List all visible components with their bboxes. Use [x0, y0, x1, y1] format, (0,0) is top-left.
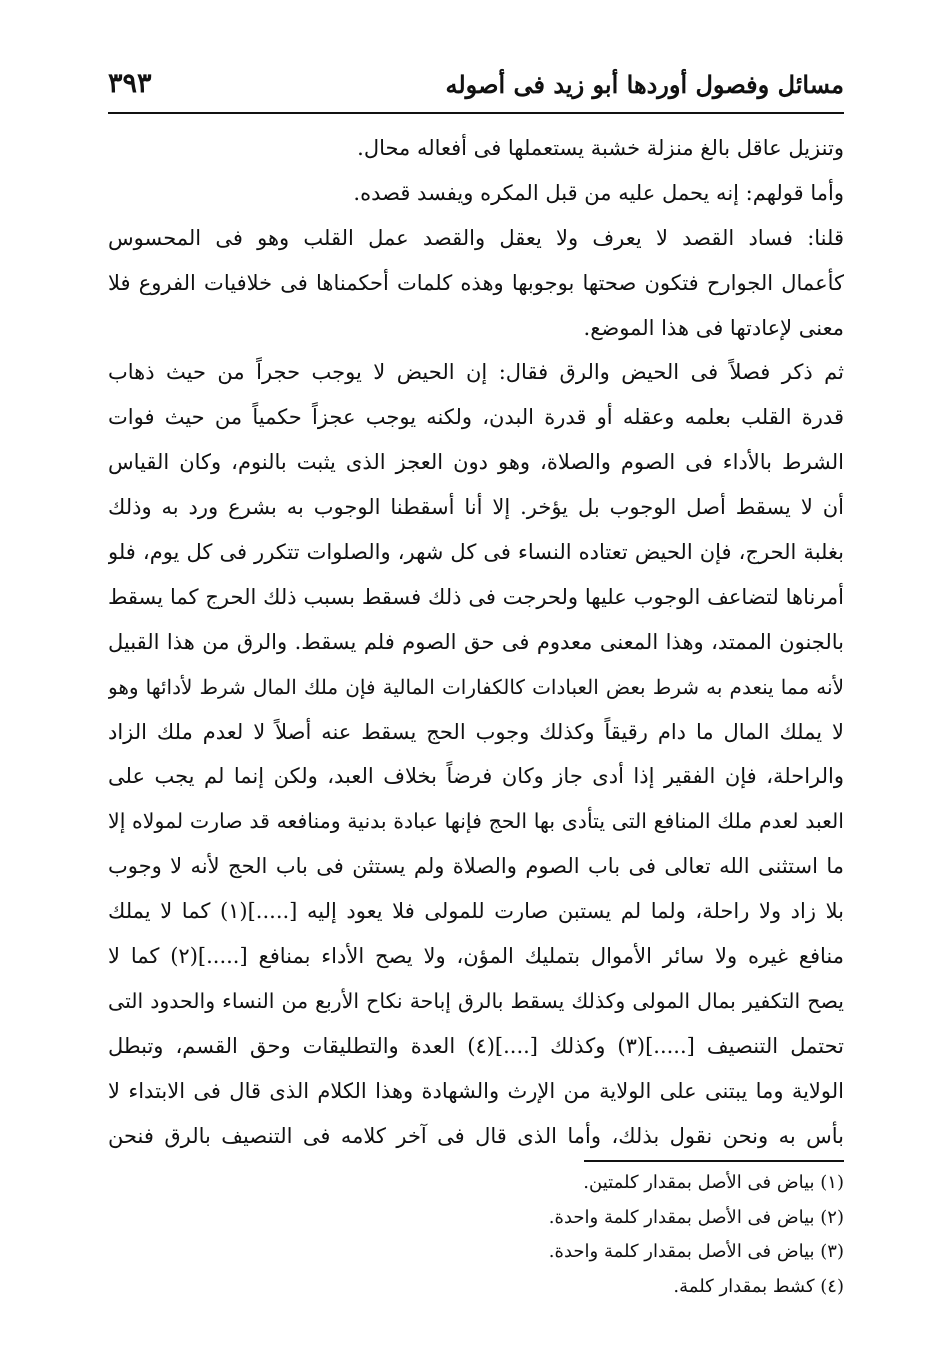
text-line: وأما قولهم: إنه يحمل عليه من قبل المكره ويفسد قصده. [353, 180, 844, 205]
footnote: (١) بياض فى الأصل بمقدار كلمتين. [583, 1172, 844, 1193]
text-line: بأس به ونحن نقول بذلك، وأما الذى قال فى آخر كلامه فى التنصيف بالرق فنحن [108, 1123, 844, 1148]
text-line: أن لا يسقط أصل الوجوب بل يؤخر. إلا أنا أسقطنا الوجوب به بشرع ورد به وذلك [108, 495, 844, 520]
text-line: بلا زاد ولا راحلة، ولما لم يستبن صارت للمولى فلا يعود إليه [.....](١) كما لا يملك [108, 899, 844, 924]
footnote-rule [584, 1160, 844, 1162]
text-line: الولاية وما يبتنى على الولاية من الإرث والشهادة وهذا الكلام الذى قال فى الابتداء لا [108, 1078, 844, 1103]
page-header [108, 62, 844, 112]
text-line: قلنا: فساد القصد لا يعرف ولا يعقل والقصد عمل القلب وهو فى المحسوس [108, 225, 844, 250]
text-line: بغلبة الحرج، فإن الحيض تعتاده النساء فى كل شهر، والصلوات تتكرر فى كل يوم، فلو [108, 540, 844, 565]
body-text [108, 126, 844, 1158]
text-line: والراحلة، فإن الفقير إذا أدى جاز وكان فرضاً بخلاف العبد، ولكن إنما لم يجب على [108, 764, 844, 789]
text-line: لأنه مما ينعدم به شرط بعض العبادات كالكفارات المالية فإن ملك المال شرط لأدائها وهو [108, 674, 844, 699]
running-title: مسائل وفصول أوردها أبو زيد فى أصوله [445, 70, 844, 99]
text-line: يصح التكفير بمال المولى وكذلك يسقط بالرق إباحة نكاح الأربع من النساء والحدود التى [108, 988, 844, 1013]
footnote: (٤) كشط بمقدار كلمة. [673, 1276, 844, 1298]
header-rule [108, 112, 844, 114]
text-line: تحتمل التنصيف [.....](٣) وكذلك [....](٤) العدة والتطليقات وحق القسم، وتبطل [108, 1033, 844, 1058]
text-line: وتنزيل عاقل بالغ منزلة خشبة يستعملها فى أفعاله محال. [357, 136, 844, 160]
text-line: العبد لعدم ملك المنافع التى يتأدى بها الحج فإنها عبادة بدنية ومنافعه قد صارت لمولاه إلا [108, 809, 844, 834]
text-line: منافع غيره ولا سائر الأموال بتمليك المؤن، ولا يصح الأداء بمنافع [.....](٢) كما لا [108, 944, 844, 969]
footnotes [108, 1166, 844, 1305]
footnote: (٣) بياض فى الأصل بمقدار كلمة واحدة. [548, 1241, 844, 1263]
text-line: بالجنون الممتد، وهذا المعنى معدوم فى حق الصوم فلم يسقط. والرق من هذا القبيل [108, 629, 844, 654]
footnote: (٢) بياض فى الأصل بمقدار كلمة واحدة. [548, 1206, 844, 1228]
page-number: ٣٩٣ [108, 68, 152, 99]
text-line: لا يملك المال ما دام رقيقاً وكذلك وجوب الحج يسقط عنه أصلاً لا لعدم ملك الزاد [108, 719, 844, 744]
text-line: ثم ذكر فصلاً فى الحيض والرق فقال: إن الحيض لا يوجب حجراً من حيث ذهاب [108, 360, 844, 385]
text-line: الشرط بالأداء فى الصوم والصلاة، وهو دون العجز الذى يثبت بالنوم، وكان القياس [108, 450, 844, 475]
text-line: كأعمال الجوارح فتكون صحتها بوجوبها وهذه كلمات أحكمناها فى خلافيات الفروع فلا [108, 270, 844, 295]
text-line: معنى لإعادتها فى هذا الموضع. [583, 315, 844, 340]
text-line: قدرة القلب بعلمه وعقله أو قدرة البدن، ولكنه يوجب عجزاً حكمياً من حيث فوات [108, 405, 844, 430]
text-line: ما استثنى الله تعالى فى باب الصوم والصلاة ولم يستثن فى باب الحج لأنه لا وجوب [108, 854, 844, 879]
text-line: أمرناها لتضاعف الوجوب عليها ولحرجت فى ذلك فسقط بسبب ذلك الحرج كما يسقط [108, 584, 844, 609]
